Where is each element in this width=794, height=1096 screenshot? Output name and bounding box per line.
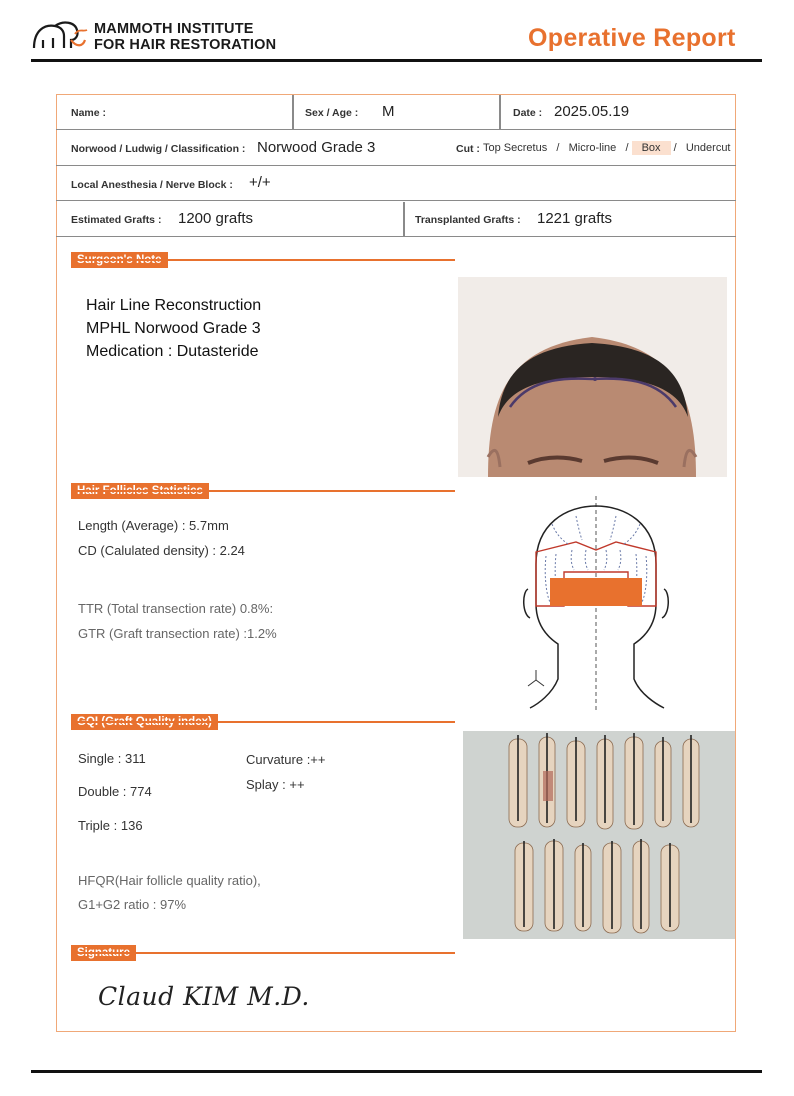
cut-options: Top Secretus / Micro-line / Box / Undercut (483, 142, 731, 154)
patient-hairline-photo (458, 277, 727, 477)
section-rule (71, 721, 455, 723)
section-rule (71, 952, 455, 954)
cut-option-top-secretus: Top Secretus (483, 142, 548, 154)
divider (403, 202, 405, 237)
surgeons-note-text: Hair Line Reconstruction MPHL Norwood Grade 3 Medication : Dutasteride (86, 297, 262, 360)
cut-option-box-selected: Box (632, 141, 671, 155)
gqi-splay: Splay : ++ (246, 777, 305, 792)
gqi-curvature: Curvature :++ (246, 752, 326, 767)
logo-icon (31, 18, 91, 52)
footer-divider (31, 1070, 762, 1073)
section-rule (71, 490, 455, 492)
date-value: 2025.05.19 (554, 103, 630, 120)
row-name-sex-date (56, 94, 736, 130)
stat-ttr: TTR (Total transection rate) 0.8%: (78, 601, 274, 616)
estimated-grafts-label: Estimated Grafts : (71, 214, 162, 226)
signature-text: Claud KIM M.D. (98, 982, 310, 1011)
anesthesia-value: +/+ (249, 174, 271, 191)
divider (292, 95, 294, 130)
logo-text: MAMMOTH INSTITUTE FOR HAIR RESTORATION (94, 21, 277, 53)
sex-age-value: M (382, 103, 395, 120)
gqi-hfqr-line2: G1+G2 ratio : 97% (78, 897, 187, 912)
stat-gtr: GTR (Graft transection rate) :1.2% (78, 626, 277, 641)
name-label: Name : (71, 107, 107, 119)
classification-label: Norwood / Ludwig / Classification : (71, 143, 246, 155)
sex-age-label: Sex / Age : (305, 107, 359, 119)
stat-cd: CD (Calulated density) : 2.24 (78, 543, 245, 558)
anesthesia-label: Local Anesthesia / Nerve Block : (71, 179, 233, 191)
classification-value: Norwood Grade 3 (257, 139, 376, 156)
cut-option-undercut: Undercut (685, 142, 731, 154)
header-divider (31, 59, 762, 62)
divider (499, 95, 501, 130)
gqi-hfqr-line1: HFQR(Hair follicle quality ratio), (78, 873, 261, 888)
transplanted-grafts-value: 1221 grafts (537, 210, 613, 227)
page-title: Operative Report (528, 24, 736, 52)
gqi-double: Double : 774 (78, 784, 152, 799)
cut-option-micro-line: Micro-line (568, 142, 617, 154)
gqi-single: Single : 311 (78, 751, 146, 766)
estimated-grafts-value: 1200 grafts (178, 210, 254, 227)
cut-label: Cut : (456, 143, 480, 155)
stat-length: Length (Average) : 5.7mm (78, 518, 229, 533)
gqi-triple: Triple : 136 (78, 818, 143, 833)
donor-area-diagram (516, 494, 676, 712)
section-rule (71, 259, 455, 261)
transplanted-grafts-label: Transplanted Grafts : (415, 214, 521, 226)
date-label: Date : (513, 107, 543, 119)
graft-microscope-photo (463, 731, 735, 939)
